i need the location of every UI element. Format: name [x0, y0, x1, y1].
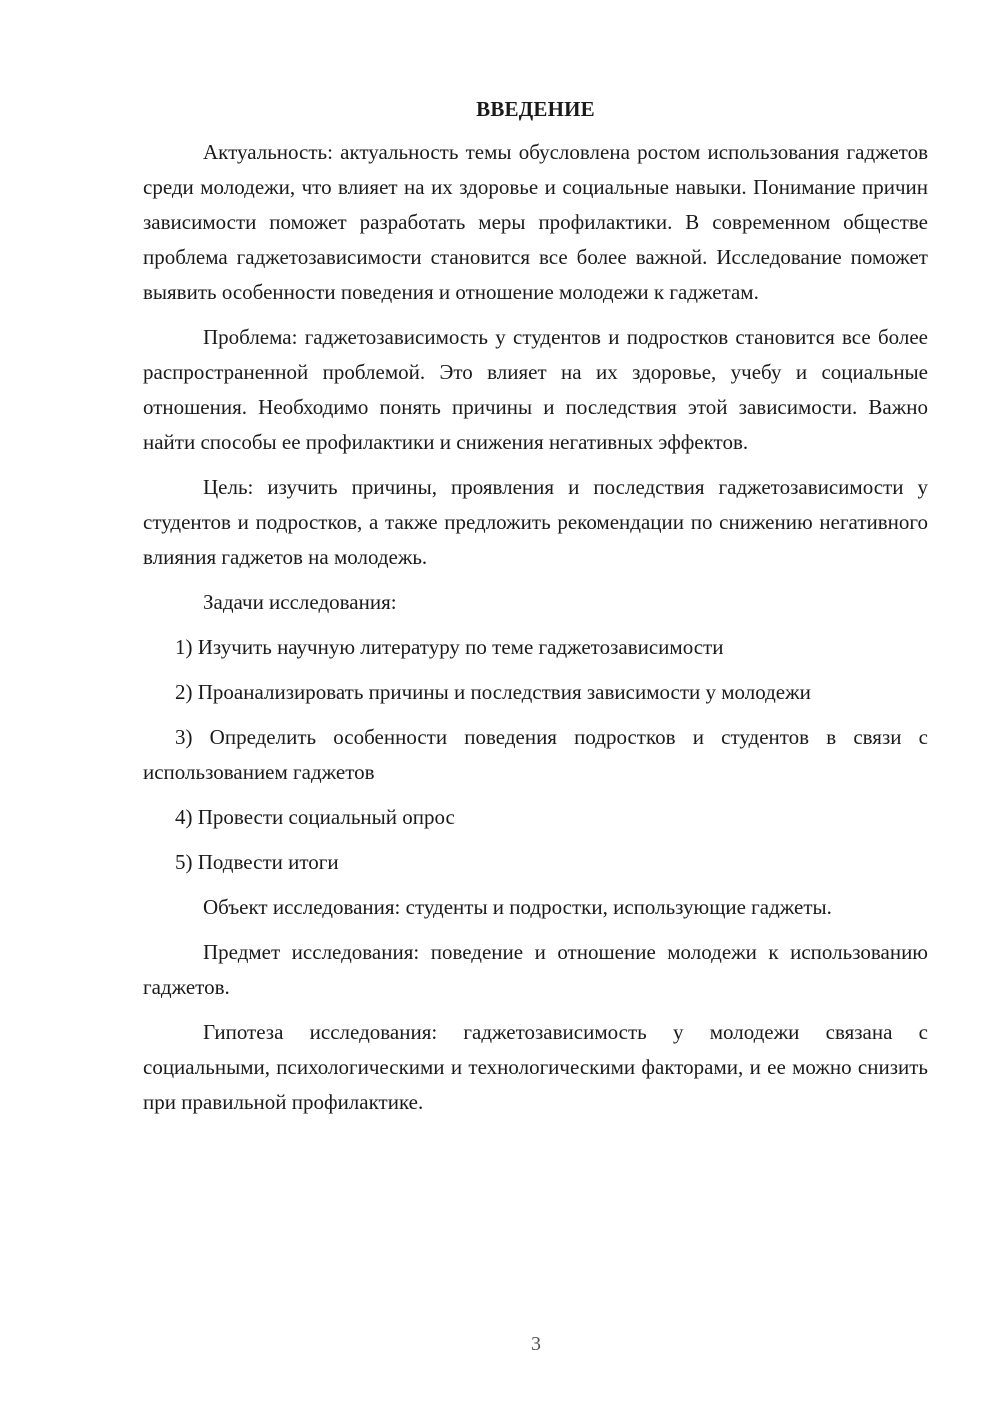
document-page: [143, 92, 928, 1130]
task-item: 1) Изучить научную литературу по теме гаджетозависимости: [175, 635, 724, 659]
task-item: 2) Проанализировать причины и последствия зависимости у молодежи: [175, 680, 811, 704]
paragraph-subject: Предмет исследования: поведение и отношение молодежи к использованию гаджетов.: [143, 940, 928, 999]
paragraph-relevance: Актуальность: актуальность темы обусловлена ростом использования гаджетов среди молодежи, что влияет на их здоровье и социальные навыки. Понимание причин зависимости поможет разработать меры профилактики. В современном обществе проблема гаджетозависимости становится все более важной. Исследование поможет выявить особенности поведения и отношение молодежи к гаджетам.: [143, 140, 928, 304]
paragraph-hypothesis: Гипотеза исследования: гаджетозависимость у молодежи связана с социальными, психологическими и технологическими факторами, и ее можно снизить при правильной профилактике.: [143, 1020, 928, 1114]
page-number: 3: [531, 1333, 541, 1355]
paragraph-problem: Проблема: гаджетозависимость у студентов и подростков становится все более распространенной проблемой. Это влияет на их здоровье, учебу и социальные отношения. Необходимо понять причины и последствия этой зависимости. Важно найти способы ее профилактики и снижения негативных эффектов.: [143, 325, 928, 454]
tasks-heading: Задачи исследования:: [203, 590, 397, 614]
page-title: ВВЕДЕНИЕ: [476, 97, 595, 121]
task-item: 3) Определить особенности поведения подростков и студентов в связи с использованием гаджетов: [143, 725, 928, 784]
paragraph-object: Объект исследования: студенты и подростки, использующие гаджеты.: [203, 895, 832, 919]
task-item: 4) Провести социальный опрос: [175, 805, 455, 829]
task-item: 5) Подвести итоги: [175, 850, 339, 874]
paragraph-goal: Цель: изучить причины, проявления и последствия гаджетозависимости у студентов и подростков, а также предложить рекомендации по снижению негативного влияния гаджетов на молодежь.: [143, 475, 928, 569]
